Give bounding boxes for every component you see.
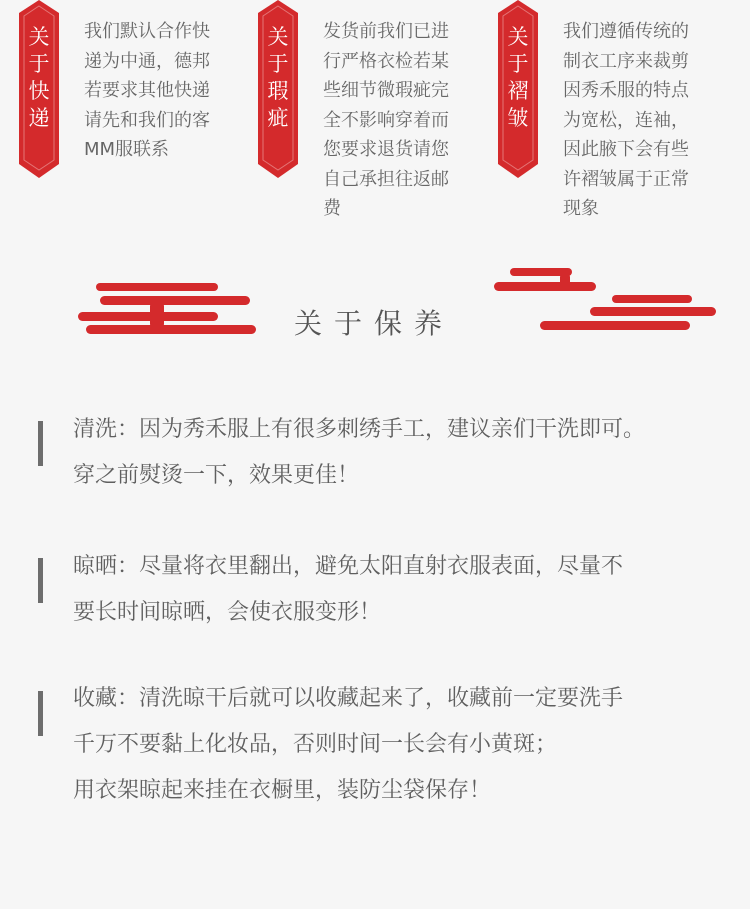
- notice-line: 费: [323, 198, 341, 219]
- notice-line: 我们遵循传统的: [563, 21, 689, 42]
- care-item-bar: [38, 558, 43, 603]
- notice-line: MM服联系: [84, 139, 170, 160]
- care-line: 用衣架晾起来挂在衣橱里，装防尘袋保存！: [73, 778, 492, 803]
- care-line: 穿之前熨烫一下，效果更佳！: [73, 463, 360, 488]
- ribbon-label: 关 于 褶 皱: [507, 25, 529, 130]
- notice-line: 因秀禾服的特点: [563, 80, 689, 101]
- notice-line: 全不影响穿着而: [323, 109, 449, 131]
- cloud-stripes-left: [78, 283, 256, 334]
- ribbon-banner: [19, 0, 59, 178]
- notice-text: [84, 17, 232, 165]
- care-line: 清洗：因为秀禾服上有很多刺绣手工，建议亲们干洗即可。: [73, 417, 646, 442]
- notice-line: 若要求其他快递: [84, 80, 210, 101]
- care-line: 收藏：清洗晾干后就可以收藏起来了，收藏前一定要洗手: [73, 686, 624, 711]
- notice-line: 现象: [563, 198, 599, 219]
- care-line: 千万不要黏上化妆品，否则时间一长会有小黄斑；: [73, 732, 558, 757]
- care-line: 要长时间晾晒，会使衣服变形！: [73, 600, 382, 625]
- care-item-bar: [38, 691, 43, 736]
- care-item-text: [73, 676, 733, 814]
- notice-line: 我们默认合作快: [84, 21, 210, 42]
- ribbon-banner: [258, 0, 298, 178]
- notice-text: [323, 17, 471, 224]
- care-item-bar: [38, 421, 43, 466]
- notice-text: [563, 17, 711, 224]
- cloud-stripes-right: [494, 268, 716, 330]
- care-item-text: [73, 544, 733, 636]
- care-item-text: [73, 407, 733, 499]
- notice-line: 请先和我们的客: [84, 109, 210, 131]
- notice-line: 因此腋下会有些: [563, 139, 689, 160]
- notice-line: 自己承担往返邮: [323, 168, 449, 190]
- care-section-title: 关于保养: [294, 307, 455, 340]
- notice-line: 许褶皱属于正常: [563, 168, 689, 190]
- care-line: 晾晒：尽量将衣里翻出，避免太阳直射衣服表面，尽量不: [73, 554, 624, 579]
- notice-line: 些细节微瑕疵完: [323, 80, 449, 101]
- notice-line: 行严格衣检若某: [323, 50, 449, 72]
- ribbon-banner: [498, 0, 538, 178]
- notice-line: 递为中通，德邦: [84, 50, 210, 72]
- notice-line: 制衣工序来裁剪: [563, 50, 689, 72]
- ribbon-label: 关 于 瑕 疵: [267, 25, 289, 130]
- notice-line: 为宽松，连袖，: [563, 109, 689, 131]
- notice-line: 发货前我们已进: [323, 21, 449, 42]
- notice-line: 您要求退货请您: [323, 139, 449, 160]
- ribbon-label: 关 于 快 递: [28, 25, 50, 130]
